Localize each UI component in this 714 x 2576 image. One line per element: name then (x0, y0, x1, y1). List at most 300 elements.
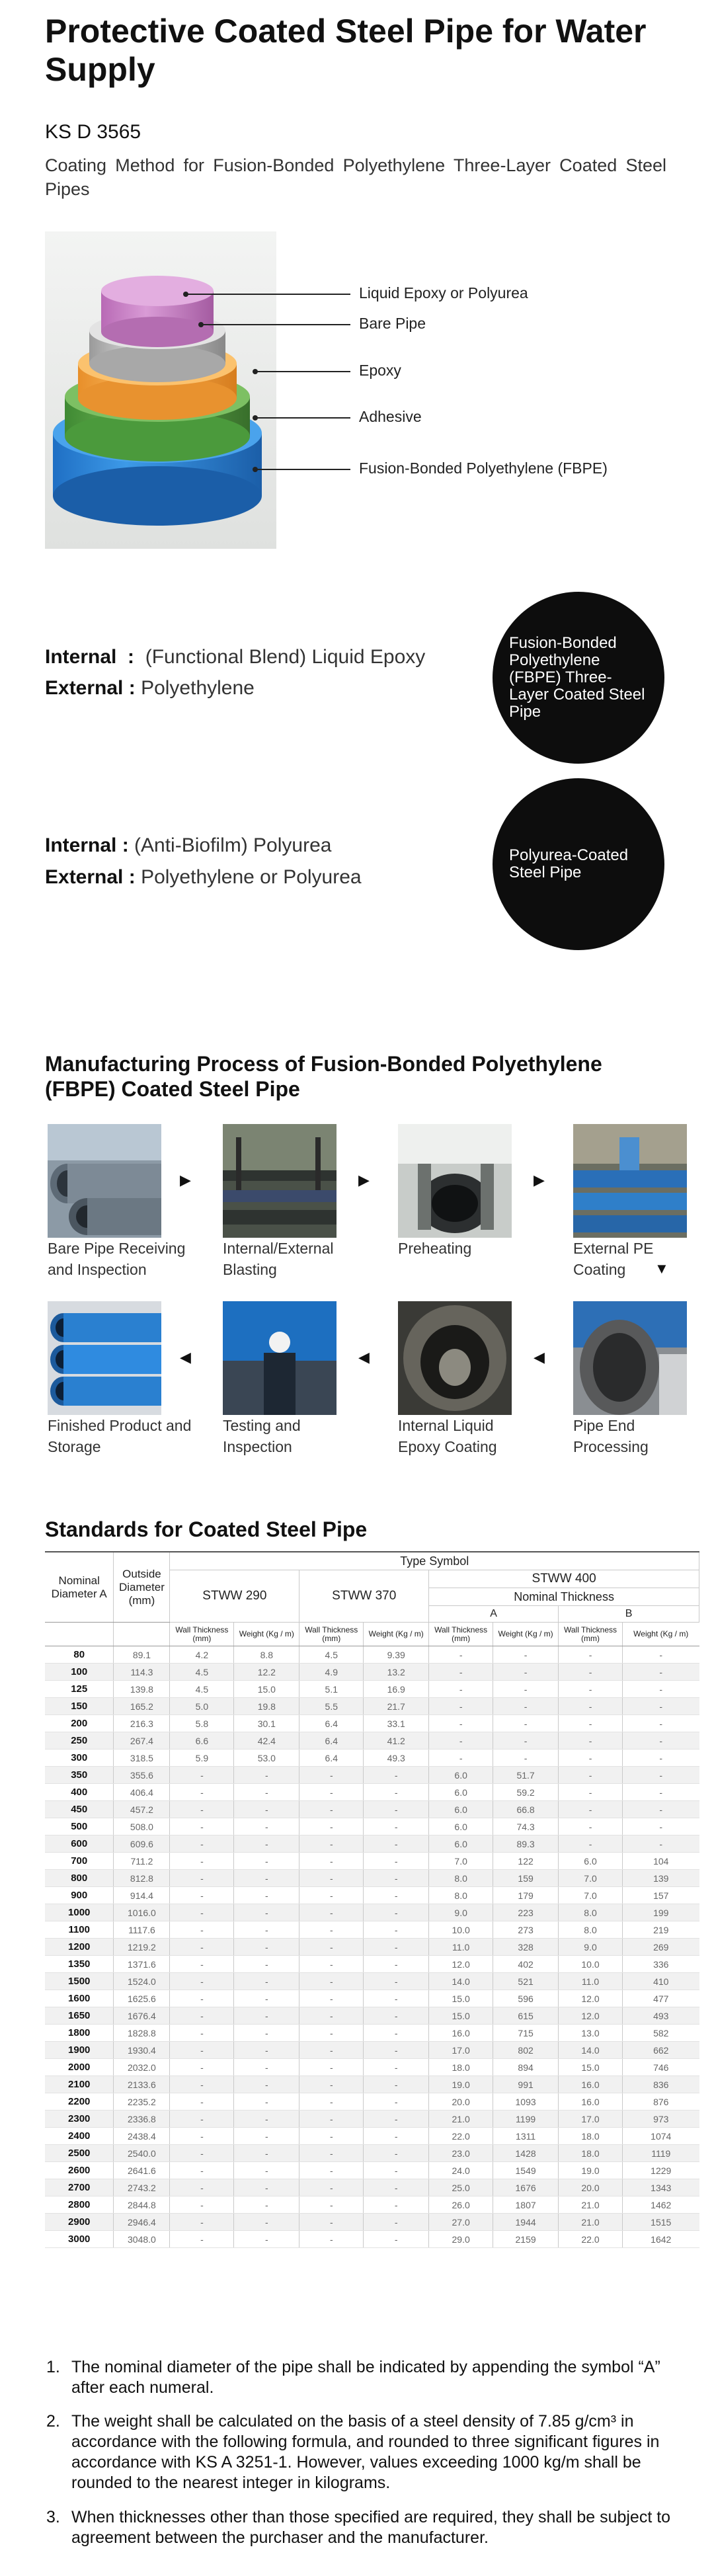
table-cell: 4.5 (170, 1681, 234, 1698)
table-cell: 21.7 (364, 1698, 429, 1715)
table-cell: - (364, 2196, 429, 2214)
table-cell: 802 (493, 2042, 559, 2059)
cell-nominal-diameter: 1650 (45, 2007, 114, 2025)
table-cell: 6.4 (299, 1750, 364, 1767)
table-cell: - (364, 1818, 429, 1835)
leader-line (255, 371, 350, 372)
table-cell: 582 (623, 2025, 699, 2042)
table-cell: 1676 (493, 2179, 559, 2196)
table-cell: 41.2 (364, 1732, 429, 1750)
table-cell: - (170, 2231, 234, 2248)
table-cell: - (170, 2196, 234, 2214)
table-cell: - (364, 1990, 429, 2007)
arrow-left-icon: ◀ (180, 1349, 191, 1365)
step-label-7: Testing and Inspection (223, 1417, 301, 1455)
table-cell: - (234, 2025, 299, 2042)
table-cell: - (234, 2162, 299, 2179)
table-row (45, 1956, 699, 1973)
table-cell: - (234, 2128, 299, 2145)
table-cell: 1093 (493, 2093, 559, 2111)
table-cell: - (559, 1767, 623, 1784)
table-cell: 273 (493, 1921, 559, 1939)
table-cell: - (170, 1956, 234, 1973)
table-cell: - (170, 2059, 234, 2076)
table-cell: - (170, 2076, 234, 2093)
layer-label-fbpe: Fusion-Bonded Polyethylene (FBPE) (359, 460, 608, 477)
table-row (45, 1904, 699, 1921)
product-1-badge (493, 592, 664, 764)
col-outside-diameter: Outside Diameter (mm) (114, 1552, 170, 1623)
table-cell: 12.0 (429, 1956, 493, 1973)
table-cell: - (299, 2025, 364, 2042)
table-cell: - (299, 2179, 364, 2196)
table-cell: 9.0 (429, 1904, 493, 1921)
table-cell: - (170, 1990, 234, 2007)
arrow-down-icon: ▼ (654, 1260, 669, 1277)
table-cell: - (364, 1887, 429, 1904)
table-cell: 609.6 (114, 1835, 170, 1853)
cell-nominal-diameter: 300 (45, 1750, 114, 1767)
table-cell: - (493, 1664, 559, 1681)
table-cell: - (234, 1904, 299, 1921)
cell-nominal-diameter: 200 (45, 1715, 114, 1732)
table-cell: 139 (623, 1870, 699, 1887)
table-cell: 22.0 (559, 2231, 623, 2248)
table-cell: - (364, 2111, 429, 2128)
table-cell: 521 (493, 1973, 559, 1990)
table-cell: 49.3 (364, 1750, 429, 1767)
table-cell: - (170, 1767, 234, 1784)
table-cell: - (170, 1887, 234, 1904)
table-cell: 4.5 (299, 1646, 364, 1664)
standard-description: Coating Method for Fusion-Bonded Polyethylene Three-Layer Coated Steel Pipes (45, 155, 666, 199)
table-cell: - (429, 1698, 493, 1715)
table-cell: 66.8 (493, 1801, 559, 1818)
table-cell: 1016.0 (114, 1904, 170, 1921)
table-cell: 21.0 (559, 2196, 623, 2214)
cell-nominal-diameter: 900 (45, 1887, 114, 1904)
table-cell: 15.0 (429, 2007, 493, 2025)
cell-nominal-diameter: 2100 (45, 2076, 114, 2093)
table-cell: - (559, 1784, 623, 1801)
table-cell: 6.0 (429, 1835, 493, 1853)
table-cell: 4.5 (170, 1664, 234, 1681)
table-cell: 991 (493, 2076, 559, 2093)
table-cell: - (299, 1853, 364, 1870)
table-row (45, 1921, 699, 1939)
col-weight: Weight (Kg / m) (364, 1623, 429, 1646)
step-label-1: Bare Pipe Receiving and Inspection (48, 1240, 186, 1278)
note-2: 2. The weight shall be calculated on the basis of a steel density of 7.85 g/cm³ in accordance with the following formula, and rounded to three significant figures in accordance with KS A 3251-1. However, values exceeding 1000 kg/m shall be rounded to the nearest integer in kilograms. (46, 2412, 660, 2492)
table-cell: - (559, 1750, 623, 1767)
table-cell: - (299, 1784, 364, 1801)
table-row (45, 1973, 699, 1990)
table-cell: - (364, 1939, 429, 1956)
table-cell: - (559, 1835, 623, 1853)
table-cell: - (234, 1956, 299, 1973)
cell-nominal-diameter: 700 (45, 1853, 114, 1870)
table-cell: 715 (493, 2025, 559, 2042)
cell-nominal-diameter: 2900 (45, 2214, 114, 2231)
product-1-external: External : Polyethylene (45, 677, 255, 699)
table-cell: - (299, 2162, 364, 2179)
col-nominal-thickness: Nominal Thickness (429, 1588, 699, 1606)
table-row (45, 2076, 699, 2093)
cell-nominal-diameter: 1000 (45, 1904, 114, 1921)
table-cell: 16.0 (559, 2093, 623, 2111)
table-cell: - (559, 1732, 623, 1750)
table-cell: - (170, 1818, 234, 1835)
cell-nominal-diameter: 3000 (45, 2231, 114, 2248)
cell-nominal-diameter: 600 (45, 1835, 114, 1853)
table-cell: 406.4 (114, 1784, 170, 1801)
table-cell: 336 (623, 1956, 699, 1973)
table-cell: 7.0 (429, 1853, 493, 1870)
table-cell: - (234, 1939, 299, 1956)
table-cell: - (429, 1646, 493, 1664)
col-wall-thickness: Wall Thickness (mm) (299, 1623, 364, 1646)
table-cell: 8.0 (559, 1921, 623, 1939)
table-cell: 2641.6 (114, 2162, 170, 2179)
table-cell: 139.8 (114, 1681, 170, 1698)
table-cell: - (493, 1646, 559, 1664)
table-row (45, 1664, 699, 1681)
step-label-2: Internal/External Blasting (223, 1240, 334, 1278)
table-cell: - (364, 2162, 429, 2179)
table-row (45, 1990, 699, 2007)
table-cell: 1229 (623, 2162, 699, 2179)
table-cell: - (364, 1904, 429, 1921)
table-cell: - (170, 1784, 234, 1801)
table-row (45, 1767, 699, 1784)
table-cell: 711.2 (114, 1853, 170, 1870)
table-cell: - (299, 1904, 364, 1921)
table-cell: 1930.4 (114, 2042, 170, 2059)
table-cell: - (559, 1664, 623, 1681)
note-3: 3. When thicknesses other than those specified are required, they shall be subject to agreement between the purchaser and the manufacturer. (46, 2508, 671, 2547)
table-cell: 12.0 (559, 2007, 623, 2025)
table-cell: - (170, 2111, 234, 2128)
table-cell: 114.3 (114, 1664, 170, 1681)
table-row (45, 2145, 699, 2162)
table-cell: - (364, 1870, 429, 1887)
table-cell: 1311 (493, 2128, 559, 2145)
table-cell: 914.4 (114, 1887, 170, 1904)
table-cell: - (299, 2145, 364, 2162)
table-row (45, 2179, 699, 2196)
col-weight: Weight (Kg / m) (623, 1623, 699, 1646)
col-weight: Weight (Kg / m) (234, 1623, 299, 1646)
table-cell: 2133.6 (114, 2076, 170, 2093)
table-cell: 17.0 (429, 2042, 493, 2059)
table-cell: 179 (493, 1887, 559, 1904)
table-row (45, 2231, 699, 2248)
table-cell: 1343 (623, 2179, 699, 2196)
table-cell: - (299, 1767, 364, 1784)
table-cell: - (559, 1801, 623, 1818)
table-cell: 22.0 (429, 2128, 493, 2145)
arrow-right-icon: ▶ (180, 1172, 191, 1188)
table-cell: - (234, 1835, 299, 1853)
step-label-3: Preheating (398, 1240, 472, 1257)
arrow-left-icon: ◀ (534, 1349, 545, 1365)
product-2-badge-text: Polyurea-Coated Steel Pipe (509, 846, 629, 881)
table-cell: 6.0 (429, 1767, 493, 1784)
step-label-4: External PE Coating (573, 1240, 654, 1278)
table-row (45, 2196, 699, 2214)
table-cell: 5.1 (299, 1681, 364, 1698)
cell-nominal-diameter: 2800 (45, 2196, 114, 2214)
table-cell: 4.9 (299, 1664, 364, 1681)
table-cell: - (364, 2076, 429, 2093)
cell-nominal-diameter: 1100 (45, 1921, 114, 1939)
table-cell: - (234, 1818, 299, 1835)
table-cell: - (170, 2128, 234, 2145)
table-cell: - (170, 1801, 234, 1818)
table-cell: 402 (493, 1956, 559, 1973)
leader-line (201, 324, 350, 325)
table-cell: 1119 (623, 2145, 699, 2162)
table-cell: - (299, 1990, 364, 2007)
table-cell: - (299, 2076, 364, 2093)
table-cell: - (170, 2025, 234, 2042)
table-cell: 477 (623, 1990, 699, 2007)
table-row (45, 1939, 699, 1956)
table-row (45, 1732, 699, 1750)
table-cell: - (364, 1784, 429, 1801)
table-cell: 2844.8 (114, 2196, 170, 2214)
table-cell: - (364, 2179, 429, 2196)
table-cell: 2336.8 (114, 2111, 170, 2128)
col-wall-thickness: Wall Thickness (mm) (429, 1623, 493, 1646)
table-cell: 21.0 (429, 2111, 493, 2128)
table-cell: - (234, 2145, 299, 2162)
table-cell: 615 (493, 2007, 559, 2025)
table-cell: 5.9 (170, 1750, 234, 1767)
table-row (45, 2093, 699, 2111)
table-cell: 6.4 (299, 1715, 364, 1732)
table-cell: 9.39 (364, 1646, 429, 1664)
table-cell: - (299, 1939, 364, 1956)
layer-label-epoxy: Epoxy (359, 362, 401, 379)
pipe-layers-image (45, 231, 276, 549)
cell-nominal-diameter: 1350 (45, 1956, 114, 1973)
table-cell: - (234, 2007, 299, 2025)
table-cell: 508.0 (114, 1818, 170, 1835)
table-cell: 5.0 (170, 1698, 234, 1715)
table-cell: - (170, 1870, 234, 1887)
cell-nominal-diameter: 150 (45, 1698, 114, 1715)
table-cell: 457.2 (114, 1801, 170, 1818)
table-cell: 410 (623, 1973, 699, 1990)
table-cell: - (429, 1750, 493, 1767)
table-cell: 157 (623, 1887, 699, 1904)
table-cell: - (299, 1801, 364, 1818)
step-photo-storage (48, 1301, 161, 1415)
table-cell: 973 (623, 2111, 699, 2128)
table-cell: 89.3 (493, 1835, 559, 1853)
table-cell: 19.0 (429, 2076, 493, 2093)
table-cell: - (299, 2059, 364, 2076)
table-cell: 5.5 (299, 1698, 364, 1715)
table-cell: - (559, 1698, 623, 1715)
table-cell: 355.6 (114, 1767, 170, 1784)
product-2-internal: Internal : (Anti-Biofilm) Polyurea (45, 834, 332, 856)
table-cell: 74.3 (493, 1818, 559, 1835)
table-cell: - (234, 1767, 299, 1784)
col-stww400: STWW 400 (429, 1570, 699, 1588)
table-cell: - (170, 1939, 234, 1956)
table-cell: 8.0 (429, 1887, 493, 1904)
table-cell: 159 (493, 1870, 559, 1887)
table-cell: - (559, 1646, 623, 1664)
table-cell: 6.0 (429, 1801, 493, 1818)
table-cell: - (234, 1870, 299, 1887)
table-cell: 15.0 (429, 1990, 493, 2007)
table-cell: - (364, 2231, 429, 2248)
table-cell: - (623, 1698, 699, 1715)
table-cell: 16.9 (364, 1681, 429, 1698)
product-2-badge (493, 778, 664, 950)
table-cell: - (429, 1681, 493, 1698)
table-cell: - (623, 1750, 699, 1767)
table-cell: - (493, 1750, 559, 1767)
cell-nominal-diameter: 800 (45, 1870, 114, 1887)
table-cell: - (559, 1681, 623, 1698)
table-row (45, 2162, 699, 2179)
cell-nominal-diameter: 2000 (45, 2059, 114, 2076)
table-cell: 746 (623, 2059, 699, 2076)
table-row (45, 2007, 699, 2025)
table-cell: 216.3 (114, 1715, 170, 1732)
step-photo-testing (223, 1301, 337, 1415)
table-cell: - (170, 2214, 234, 2231)
table-cell: 20.0 (559, 2179, 623, 2196)
table-cell: 6.6 (170, 1732, 234, 1750)
table-cell: 24.0 (429, 2162, 493, 2179)
table-cell: 6.0 (429, 1784, 493, 1801)
table-cell: 89.1 (114, 1646, 170, 1664)
table-cell: - (299, 2128, 364, 2145)
table-cell: - (493, 1681, 559, 1698)
table-cell: 1515 (623, 2214, 699, 2231)
table-cell: - (234, 2059, 299, 2076)
table-cell: 1625.6 (114, 1990, 170, 2007)
step-photo-pipe-end (573, 1301, 687, 1415)
table-cell: 4.2 (170, 1646, 234, 1664)
table-cell: - (364, 1767, 429, 1784)
table-cell: 13.2 (364, 1664, 429, 1681)
table-cell: - (623, 1835, 699, 1853)
table-cell: - (299, 2111, 364, 2128)
table-cell: - (493, 1732, 559, 1750)
cell-nominal-diameter: 100 (45, 1664, 114, 1681)
step-label-8: Finished Product and Storage (48, 1417, 192, 1455)
arrow-left-icon: ◀ (358, 1349, 370, 1365)
step-label-6: Internal Liquid Epoxy Coating (398, 1417, 497, 1455)
step-label-5: Pipe End Processing (573, 1417, 649, 1455)
table-cell: 1524.0 (114, 1973, 170, 1990)
layer-label-adhesive: Adhesive (359, 408, 422, 425)
table-cell: - (299, 2196, 364, 2214)
table-cell: - (234, 1801, 299, 1818)
table-cell: - (170, 1904, 234, 1921)
step-photo-pe-coating (573, 1124, 687, 1238)
standards-title: Standards for Coated Steel Pipe (45, 1517, 368, 1541)
table-row (45, 2042, 699, 2059)
table-cell: 14.0 (559, 2042, 623, 2059)
table-cell: 104 (623, 1853, 699, 1870)
table-cell: - (429, 1664, 493, 1681)
table-cell: 20.0 (429, 2093, 493, 2111)
standards-table (45, 1551, 699, 2248)
table-cell: 2540.0 (114, 2145, 170, 2162)
table-cell: 23.0 (429, 2145, 493, 2162)
table-cell: - (364, 2214, 429, 2231)
table-cell: - (170, 2042, 234, 2059)
table-cell: - (364, 2059, 429, 2076)
table-row (45, 2111, 699, 2128)
table-cell: 328 (493, 1939, 559, 1956)
table-cell: 122 (493, 1853, 559, 1870)
cell-nominal-diameter: 350 (45, 1767, 114, 1784)
table-cell: 2743.2 (114, 2179, 170, 2196)
table-cell: 1117.6 (114, 1921, 170, 1939)
table-cell: 17.0 (559, 2111, 623, 2128)
product-1-badge-text: Fusion-Bonded Polyethylene (FBPE) Three-Layer Coated Steel Pipe (509, 634, 645, 721)
table-row (45, 1784, 699, 1801)
table-row (45, 1887, 699, 1904)
table-cell: 59.2 (493, 1784, 559, 1801)
table-cell: 16.0 (429, 2025, 493, 2042)
table-cell: 12.0 (559, 1990, 623, 2007)
table-cell: 165.2 (114, 1698, 170, 1715)
table-cell: - (299, 1973, 364, 1990)
table-cell: 21.0 (559, 2214, 623, 2231)
table-cell: - (170, 2007, 234, 2025)
cell-nominal-diameter: 2700 (45, 2179, 114, 2196)
standard-code: KS D 3565 (45, 121, 141, 143)
table-cell: 219 (623, 1921, 699, 1939)
table-cell: 3048.0 (114, 2231, 170, 2248)
leader-line (255, 469, 350, 470)
col-group-a: A (429, 1606, 559, 1623)
table-cell: - (623, 1681, 699, 1698)
table-cell: 42.4 (234, 1732, 299, 1750)
table-cell: - (623, 1715, 699, 1732)
table-row (45, 2059, 699, 2076)
table-cell: - (234, 1973, 299, 1990)
layer-label-liquid-epoxy: Liquid Epoxy or Polyurea (359, 284, 528, 302)
table-cell: - (623, 1664, 699, 1681)
col-type-symbol: Type Symbol (170, 1552, 699, 1570)
table-cell: - (559, 1818, 623, 1835)
table-cell: 8.0 (429, 1870, 493, 1887)
table-cell: - (234, 2111, 299, 2128)
table-cell: - (170, 1921, 234, 1939)
table-cell: 1676.4 (114, 2007, 170, 2025)
table-cell: 15.0 (559, 2059, 623, 2076)
table-row (45, 1750, 699, 1767)
table-row (45, 2025, 699, 2042)
cell-nominal-diameter: 80 (45, 1646, 114, 1664)
table-cell: - (299, 1835, 364, 1853)
table-cell: 15.0 (234, 1681, 299, 1698)
table-cell: 25.0 (429, 2179, 493, 2196)
table-cell: 876 (623, 2093, 699, 2111)
table-cell: - (364, 2042, 429, 2059)
table-cell: - (364, 1835, 429, 1853)
